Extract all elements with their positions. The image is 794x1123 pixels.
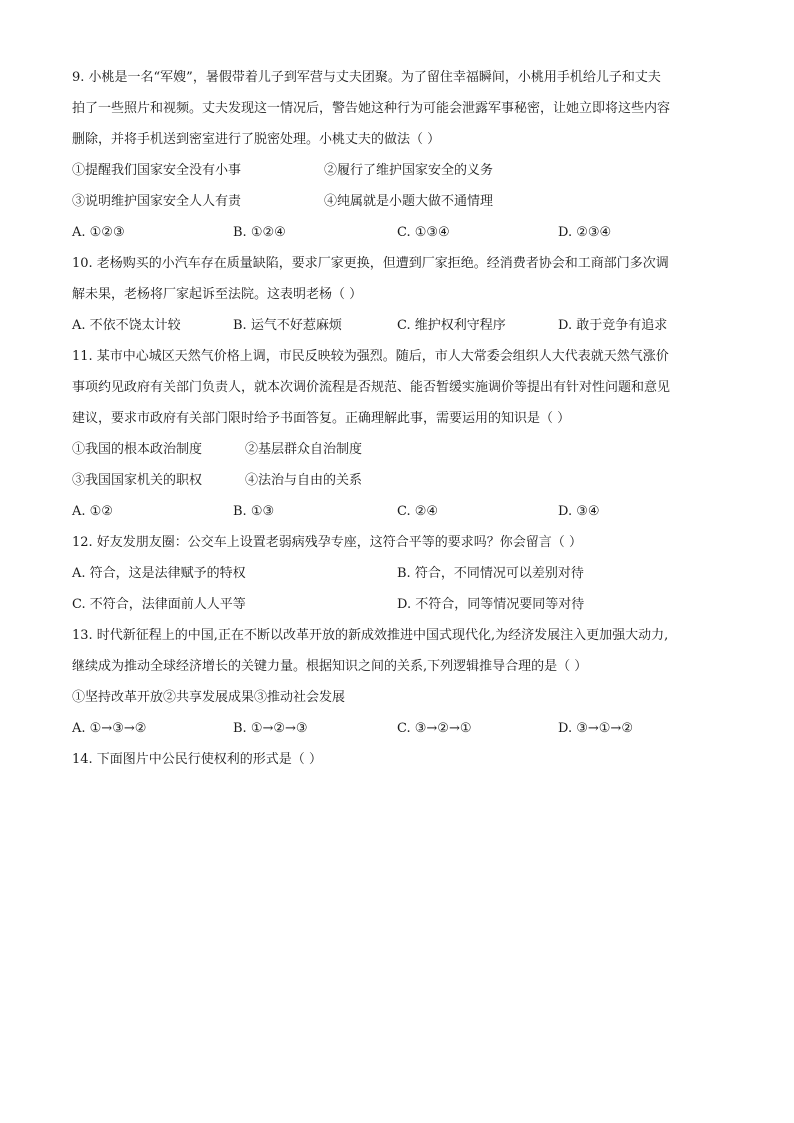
option-d[interactable]: D. ③④ (558, 504, 600, 519)
option-d[interactable]: D. ③→①→② (558, 721, 633, 736)
question-text: 14. 下面图片中公民行使权利的形式是（ ） (72, 752, 322, 767)
option-row (72, 558, 732, 589)
option-row (72, 496, 732, 527)
choice-row (72, 186, 732, 217)
choice-item: ③我国国家机关的职权 (72, 473, 203, 488)
option-row (72, 310, 732, 341)
choice-item: ③说明维护国家安全人人有责 (72, 194, 242, 209)
question-13 (72, 620, 732, 744)
question-text: ①坚持改革开放②共享发展成果③推动社会发展 (72, 690, 346, 705)
choice-item: ④纯属就是小题大做不通情理 (324, 194, 494, 209)
question-9 (72, 62, 732, 248)
option-a[interactable]: A. 符合，这是法律赋予的特权 (72, 566, 246, 581)
question-11 (72, 341, 732, 527)
question-text: 建议，要求市政府有关部门限时给予书面答复。正确理解此事，需要运用的知识是（ ） (72, 411, 571, 426)
choice-row (72, 465, 732, 496)
option-row (72, 217, 732, 248)
option-b[interactable]: B. ①→②→③ (233, 721, 308, 736)
option-c[interactable]: C. ②④ (397, 504, 439, 519)
option-b[interactable]: B. 符合，不同情况可以差别对待 (397, 566, 584, 581)
question-text: 解未果，老杨将厂家起诉至法院。这表明老杨（ ） (72, 287, 363, 302)
option-a[interactable]: A. 不依不饶太计较 (72, 318, 181, 333)
choice-item: ②基层群众自治制度 (245, 442, 363, 457)
option-d[interactable]: D. 敢于竞争有追求 (558, 318, 668, 333)
option-b[interactable]: B. ①②④ (233, 225, 286, 240)
question-10 (72, 248, 732, 341)
option-d[interactable]: D. ②③④ (558, 225, 612, 240)
choice-item: ①我国的根本政治制度 (72, 442, 203, 457)
option-a[interactable]: A. ①② (72, 504, 113, 519)
question-12 (72, 527, 732, 620)
option-row (72, 589, 732, 620)
option-b[interactable]: B. 运气不好惹麻烦 (233, 318, 342, 333)
option-c[interactable]: C. 不符合，法律面前人人平等 (72, 597, 246, 612)
choice-row (72, 155, 732, 186)
choice-row (72, 434, 732, 465)
option-c[interactable]: C. 维护权利守程序 (397, 318, 506, 333)
option-a[interactable]: A. ①→③→② (72, 721, 147, 736)
option-c[interactable]: C. ①③④ (397, 225, 450, 240)
option-b[interactable]: B. ①③ (233, 504, 275, 519)
question-text: 12. 好友发朋友圈：公交车上设置老弱病残孕专座，这符合平等的要求吗？你会留言（ ） (72, 535, 582, 550)
question-text: 13. 时代新征程上的中国,正在不断以改革开放的新成效推进中国式现代化,为经济发展注入更加强大动力, (72, 628, 669, 643)
choice-item: ①提醒我们国家安全没有小事 (72, 163, 242, 178)
question-text: 10. 老杨购买的小汽车存在质量缺陷，要求厂家更换，但遭到厂家拒绝。经消费者协会和工商部门多次调 (72, 256, 669, 271)
question-text: 继续成为推动全球经济增长的关键力量。根据知识之间的关系,下列逻辑推导合理的是（ ） (72, 659, 588, 674)
choice-item: ④法治与自由的关系 (245, 473, 363, 488)
option-d[interactable]: D. 不符合，同等情况要同等对待 (397, 597, 585, 612)
question-text: 事项约见政府有关部门负责人，就本次调价流程是否规范、能否暂缓实施调价等提出有针对性问题和意见 (72, 380, 671, 395)
question-text: 删除，并将手机送到密室进行了脱密处理。小桃丈夫的做法（ ） (72, 132, 441, 147)
question-14 (72, 744, 732, 775)
exam-page (72, 62, 732, 775)
question-text: 9. 小桃是一名“军嫂”，暑假带着儿子到军营与丈夫团聚。为了留住幸福瞬间，小桃用手机给儿子和丈夫 (72, 70, 661, 85)
option-a[interactable]: A. ①②③ (72, 225, 125, 240)
question-text: 11. 某市中心城区天然气价格上调，市民反映较为强烈。随后，市人大常委会组织人大代表就天然气涨价 (72, 349, 669, 364)
option-row (72, 713, 732, 744)
option-c[interactable]: C. ③→②→① (397, 721, 472, 736)
question-text: 拍了一些照片和视频。丈夫发现这一情况后，警告她这种行为可能会泄露军事秘密，让她立即将这些内容 (72, 101, 671, 116)
choice-item: ②履行了维护国家安全的义务 (324, 163, 494, 178)
